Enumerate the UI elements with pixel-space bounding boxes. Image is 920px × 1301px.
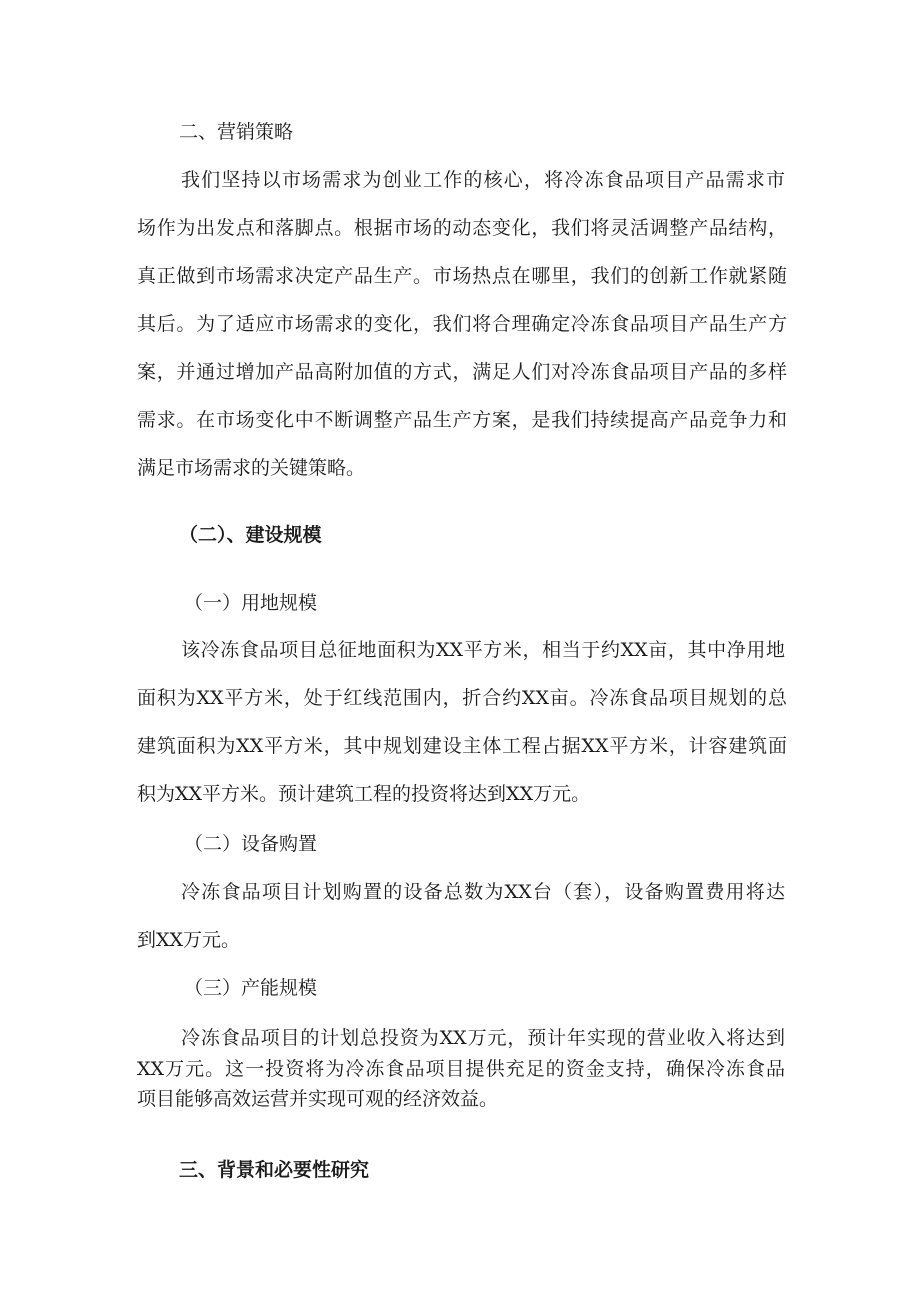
paragraph-line: XX万元。这一投资将为冷冻食品项目提供充足的资金支持，确保冷冻食品 — [137, 1058, 785, 1080]
paragraph-line: 项目能够高效运营并实现可观的经济效益。 — [137, 1088, 499, 1110]
paragraph-line: 我们坚持以市场需求为创业工作的核心，将冷冻食品项目产品需求市 — [181, 169, 785, 191]
subsection-heading-land: （一）用地规模 — [184, 592, 318, 614]
paragraph-line: 该冷冻食品项目总征地面积为XX平方米，相当于约XX亩，其中净用地 — [181, 639, 785, 661]
section-heading-scale: （二）、建设规模 — [179, 524, 322, 546]
subsection-heading-equipment: （二）设备购置 — [184, 833, 318, 855]
paragraph-line: 真正做到市场需求决定产品生产。市场热点在哪里，我们的创新工作就紧随 — [137, 265, 787, 287]
section-heading-background: 三、背景和必要性研究 — [179, 1159, 370, 1181]
paragraph-line: 场作为出发点和落脚点。根据市场的动态变化，我们将灵活调整产品结构， — [137, 217, 787, 239]
paragraph-line: 建筑面积为XX平方米，其中规划建设主体工程占据XX平方米，计容建筑面 — [137, 735, 787, 757]
paragraph-line: 冷冻食品项目计划购置的设备总数为XX台（套），设备购置费用将达 — [181, 881, 785, 903]
paragraph-line: 案，并通过增加产品高附加值的方式，满足人们对冷冻食品项目产品的多样 — [137, 361, 787, 383]
paragraph-line: 积为XX平方米。预计建筑工程的投资将达到XX万元。 — [137, 783, 591, 805]
paragraph-line: 到XX万元。 — [137, 929, 241, 951]
paragraph-line: 面积为XX平方米，处于红线范围内，折合约XX亩。冷冻食品项目规划的总 — [137, 687, 787, 709]
section-heading-marketing: 二、营销策略 — [179, 121, 294, 143]
paragraph-line: 其后。为了适应市场需求的变化，我们将合理确定冷冻食品项目产品生产方 — [137, 313, 787, 335]
subsection-heading-capacity: （三）产能规模 — [184, 977, 318, 999]
paragraph-line: 满足市场需求的关键策略。 — [137, 457, 366, 479]
paragraph-line: 冷冻食品项目的计划总投资为XX万元，预计年实现的营业收入将达到 — [181, 1027, 785, 1049]
paragraph-line: 需求。在市场变化中不断调整产品生产方案，是我们持续提高产品竞争力和 — [137, 409, 787, 431]
